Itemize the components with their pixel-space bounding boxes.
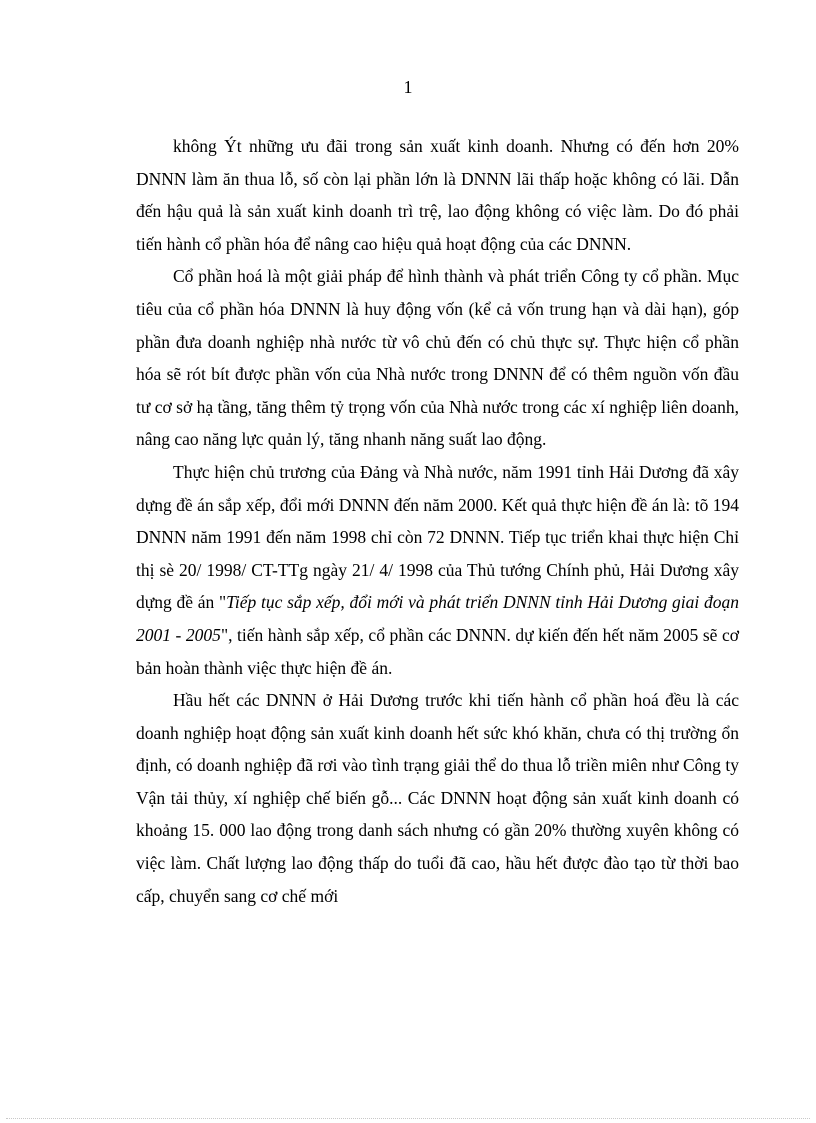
project-title-italic: Tiếp tục sắp xếp, đổi mới và phát triển DNNN tỉnh Hải Dương giai đoạn 2001 - 2005 [136,592,739,645]
paragraph-2: Cổ phần hoá là một giải pháp để hình thành và phát triển Công ty cổ phần. Mục tiêu của cổ phần hóa DNNN là huy động vốn (kể cả vốn trung hạn và dài hạn), góp phần đưa doanh nghiệp nhà nước từ vô chủ đến có chủ thực sự. Thực hiện cổ phần hóa sẽ rót bít được phần vốn của Nhà nước trong DNNN để có thêm nguồn vốn đầu tư cơ sở hạ tầng, tăng thêm tỷ trọng vốn của Nhà nước trong các xí nghiệp liên doanh, nâng cao năng lực quản lý, tăng nhanh năng suất lao động. [136,266,739,450]
page-number: 1 [403,77,413,97]
document-body [136,130,739,912]
paragraph-3 [136,456,739,684]
paragraph-4: Hầu hết các DNNN ở Hải Dương trước khi tiến hành cổ phần hoá đều là các doanh nghiệp hoạt động sản xuất kinh doanh hết sức khó khăn, chưa có thị trường ổn định, có doanh nghiệp đã rơi vào tình trạng giải thể do thua lỗ triền miên như Công ty Vận tải thủy, xí nghiệp chế biến gỗ... Các DNNN hoạt động sản xuất kinh doanh có khoảng 15. 000 lao động trong danh sách nhưng có gần 20% thường xuyên không có việc làm. Chất lượng lao động thấp do tuổi đã cao, hầu hết được đào tạo từ thời bao cấp, chuyển sang cơ chế mới [136,690,739,906]
paragraph-3-text-after: ", tiến hành sắp xếp, cổ phần các DNNN. dự kiến đến hết năm 2005 sẽ cơ bản hoàn thành việc thực hiện đề án. [136,624,739,678]
paragraph-1: không Ýt những ưu đãi trong sản xuất kinh doanh. Nhưng có đến hơn 20% DNNN làm ăn thua lỗ, số còn lại phần lớn là DNNN lãi thấp hoặc không có lãi. Dẫn đến hậu quả là sản xuất kinh doanh trì trệ, lao động không có việc làm. Do đó phải tiến hành cổ phần hóa để nâng cao hiệu quả hoạt động của các DNNN. [136,136,739,254]
paragraph-3-text-before: Thực hiện chủ trương của Đảng và Nhà nước, năm 1991 tỉnh Hải Dương đã xây dựng đề án sắp xếp, đổi mới DNNN đến năm 2000. Kết quả thực hiện đề án là: tõ 194 DNNN năm 1991 đến năm 1998 chỉ còn 72 DNNN. Tiếp tục triển khai thực hiện Chỉ thị sè 20/ 1998/ CT-TTg ngày 21/ 4/ 1998 của Thủ tướng Chính phủ, Hải Dương xây dựng đề án " [136,461,739,613]
page-bottom-border [6,1118,810,1119]
